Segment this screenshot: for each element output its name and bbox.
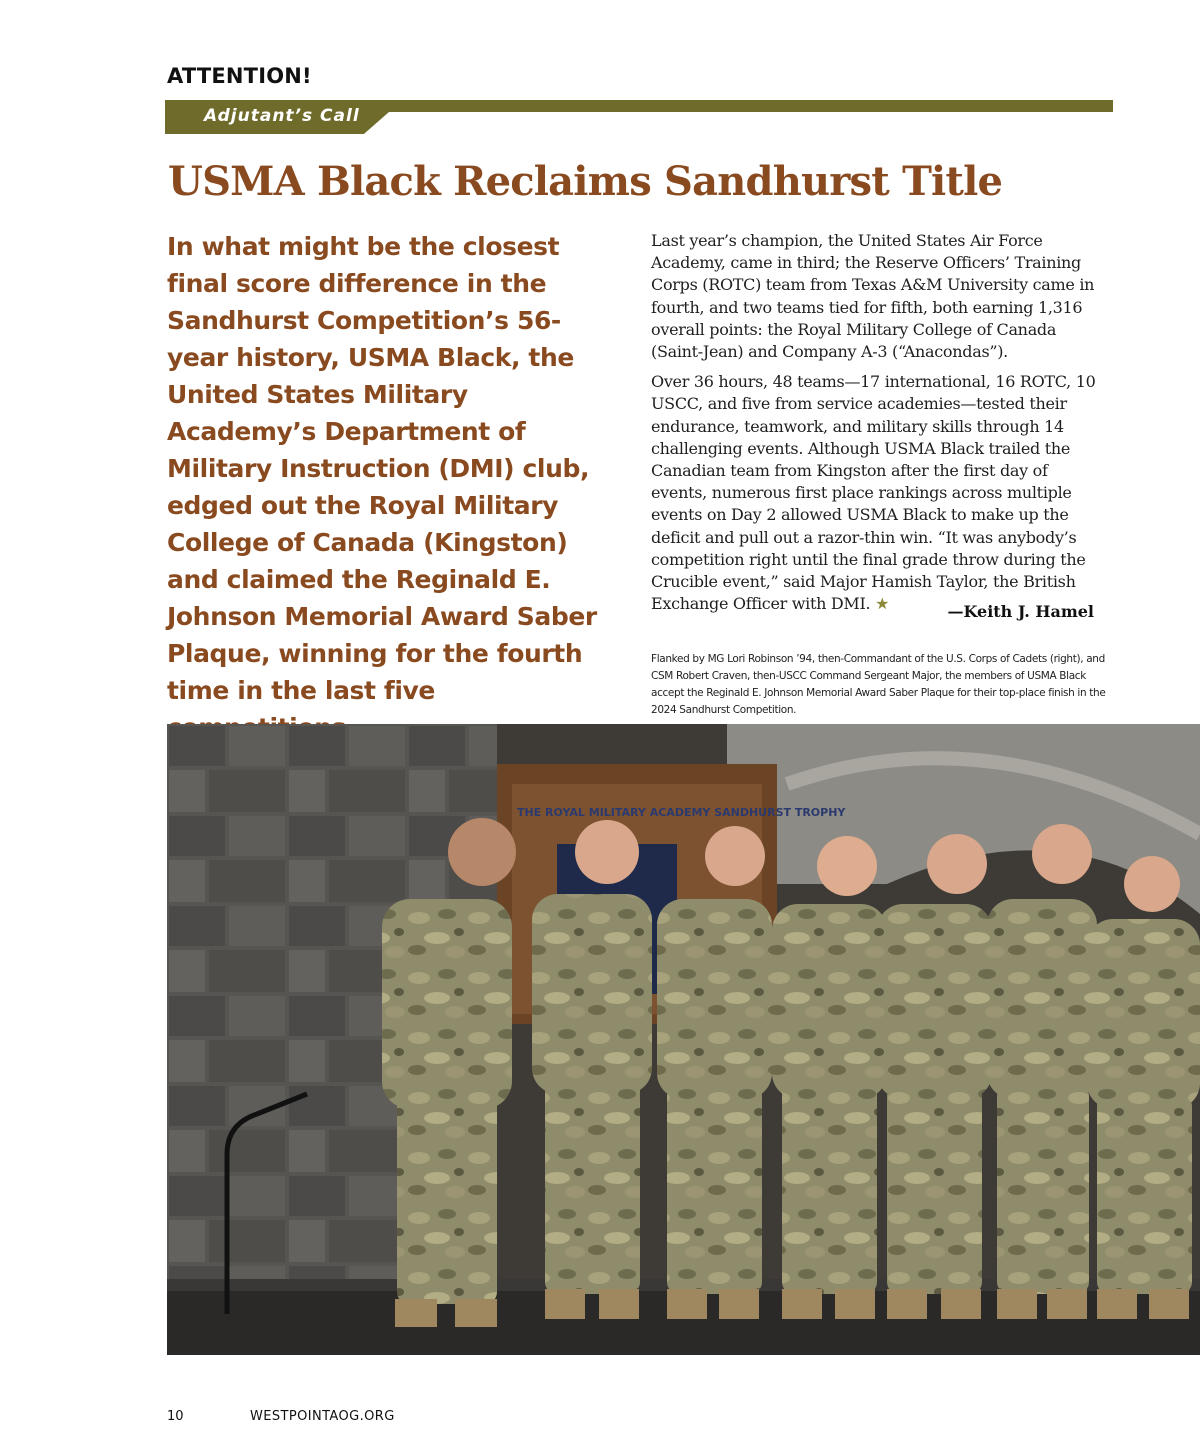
article-title: USMA Black Reclaims Sandhurst Title: [168, 158, 1003, 205]
person-figure: [1087, 856, 1200, 1319]
body-paragraph-text: Over 36 hours, 48 teams—17 international, 16 ROTC, 10 USCC, and five from service academies—tested their endurance, teamwork, and military skills through 14 challenging events. Although USMA Black trailed the Canadian team from Kingston after the first day of events, numerous first place rankings across multiple events on Day 2 allowed USMA Black to make up the deficit and pull out a razor-thin win. “It was anybody’s competition right until the final grade throw during the Crucible event,” said Major Hamish Taylor, the British Exchange Officer with DMI.: [651, 372, 1096, 614]
footer-site-url: WESTPOINTAOG.ORG: [250, 1409, 395, 1424]
page-number: 10: [167, 1409, 184, 1424]
byline: —Keith J. Hamel: [947, 602, 1094, 621]
plaque-inscription: THE ROYAL MILITARY ACADEMY SANDHURST TROPHY: [517, 806, 846, 819]
person-figure: [877, 834, 992, 1319]
star-end-mark-icon: ★: [875, 594, 890, 614]
section-kicker: ATTENTION!: [167, 64, 312, 88]
article-body: [651, 230, 1101, 623]
photo-caption: Flanked by MG Lori Robinson ’94, then-Commandant of the U.S. Corps of Cadets (right), and CSM Robert Craven, then-USCC Command Sergeant Major, the members of USMA Black accept the Reginald E. Johnson Memorial Award Saber Plaque for their top-place finish in the 2024 Sandhurst Competition.: [651, 653, 1106, 716]
body-paragraph: [651, 371, 1101, 615]
team-photo: [167, 724, 1200, 1355]
body-paragraph: Last year’s champion, the United States Air Force Academy, came in third; the Reserve Officers’ Training Corps (ROTC) team from Texas A&M University came in fourth, and two teams tied for fifth, both earning 1,316 overall points: the Royal Military College of Canada (Saint-Jean) and Company A-3 (“Anacondas”).: [651, 231, 1095, 362]
section-label: Adjutant’s Call: [204, 106, 360, 126]
article-deck: In what might be the closest final score difference in the Sandhurst Competition’s 56-year history, USMA Black, the United States Military Academy’s Department of Military Instruction (DMI) club, edged out the Royal Military College of Canada (Kingston) and claimed the Reginald E. Johnson Memorial Award Saber Plaque, winning for the fourth time in the last five: [167, 232, 597, 705]
person-figure: [772, 836, 887, 1319]
